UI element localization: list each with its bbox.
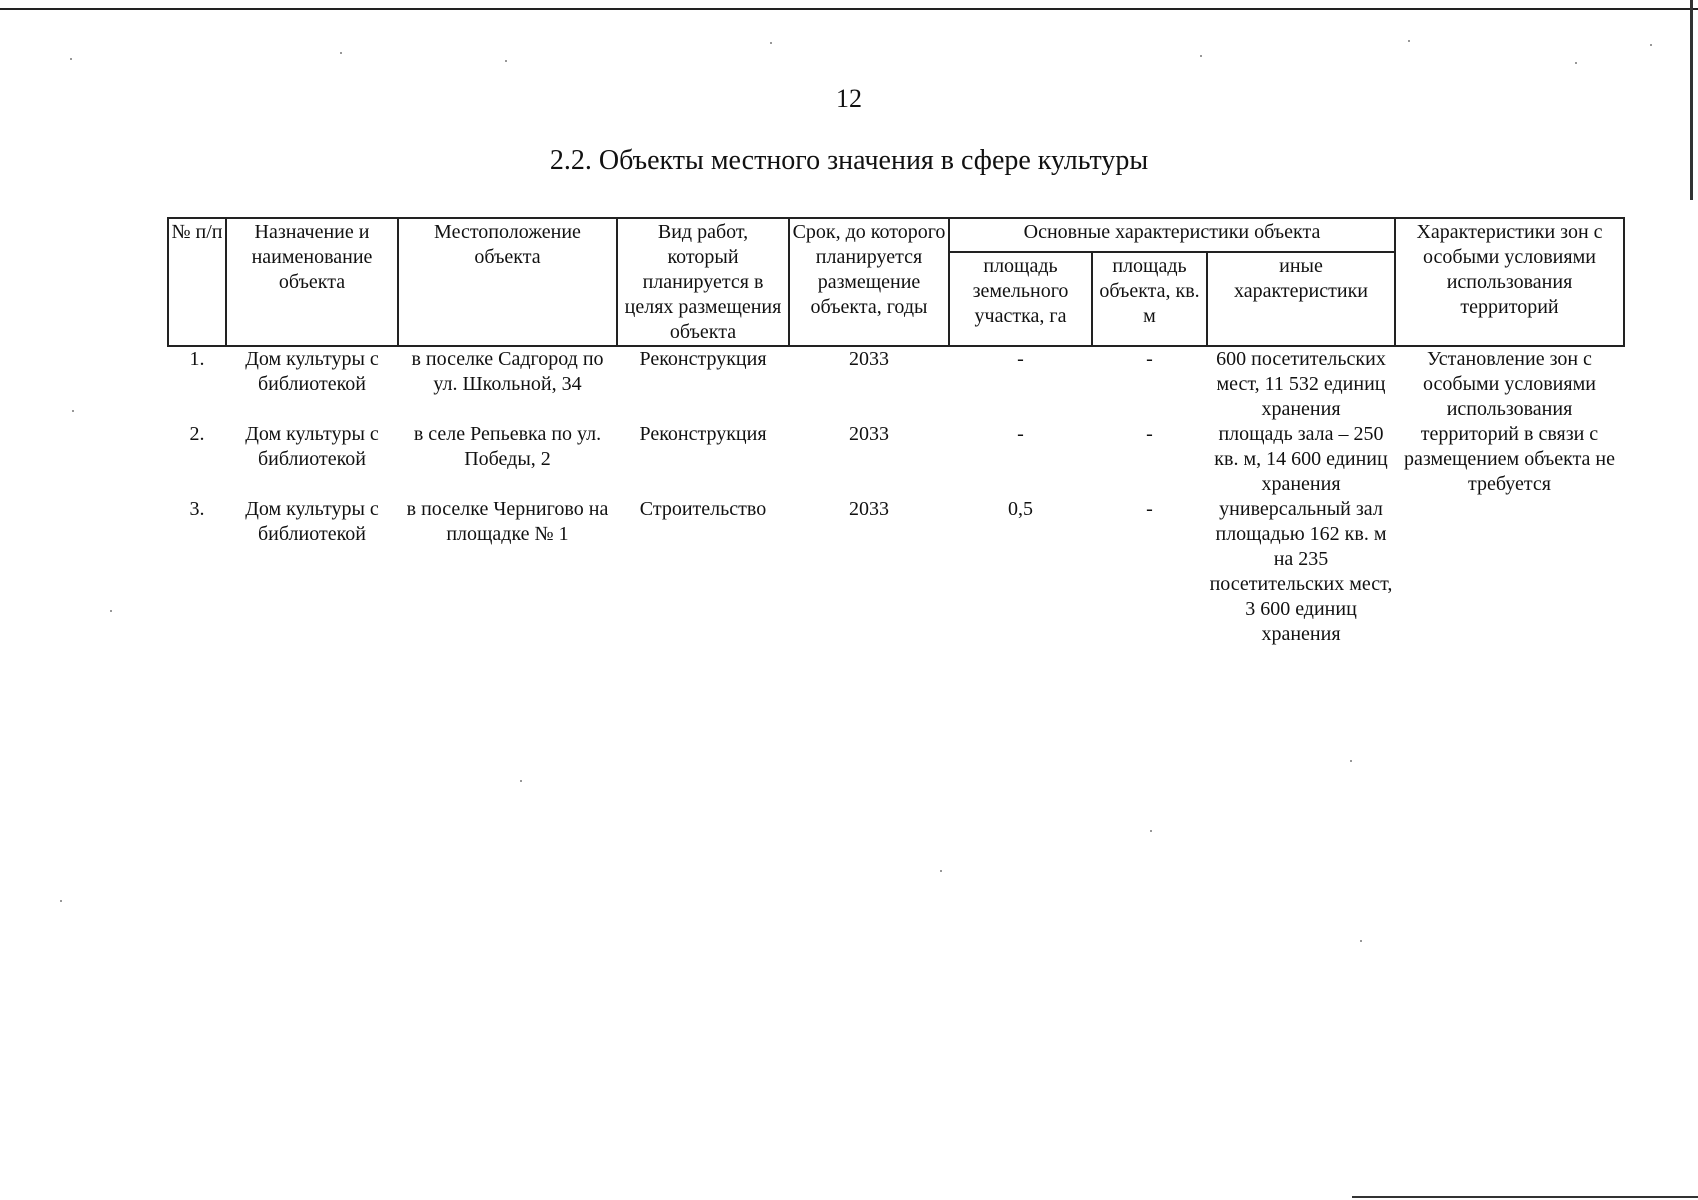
scan-speck xyxy=(940,870,942,872)
row-num: 1. xyxy=(189,348,205,370)
table-row xyxy=(168,346,1624,422)
row-work-type: Реконструкция xyxy=(639,423,767,445)
scan-speck xyxy=(110,610,112,612)
scan-speck xyxy=(505,60,507,62)
header-work-type: Вид работ, который планируется в целях размещения объекта xyxy=(617,218,789,346)
scan-speck xyxy=(520,780,522,782)
row-object-area: - xyxy=(1146,348,1153,370)
page-number: 12 xyxy=(836,84,862,113)
row-location: в поселке Черниговo на площадке № 1 xyxy=(406,498,609,545)
scan-speck xyxy=(1200,55,1202,57)
row-name: Дом культуры с библиотекой xyxy=(245,348,379,395)
row-other: универсальный зал площадью 162 кв. м на 235 посетительских мест, 3 600 единиц хранения xyxy=(1209,498,1393,645)
header-object-area: площадь объекта, кв. м xyxy=(1092,252,1207,346)
header-main-characteristics: Основные характеристики объекта xyxy=(949,218,1395,252)
row-num: 3. xyxy=(189,498,205,520)
top-border-line xyxy=(0,8,1698,10)
zones-text: Установление зон с особыми условиями использования территорий в связи с размещением объекта не требуется xyxy=(1403,348,1616,495)
scan-speck xyxy=(1408,40,1410,42)
row-deadline: 2033 xyxy=(849,423,889,445)
row-other: 600 посетительских мест, 11 532 единиц хранения xyxy=(1216,348,1386,420)
row-object-area: - xyxy=(1146,423,1153,445)
bottom-border-line xyxy=(1352,1196,1698,1198)
row-land-area: - xyxy=(1017,423,1024,445)
scan-speck xyxy=(70,58,72,60)
row-name: Дом культуры с библиотекой xyxy=(245,498,379,545)
header-zones: Характеристики зон с особыми условиями использования территорий xyxy=(1395,218,1624,346)
row-land-area: 0,5 xyxy=(1008,498,1033,520)
page-title: 2.2. Объекты местного значения в сфере культуры xyxy=(549,145,1149,176)
scan-speck xyxy=(1350,760,1352,762)
scan-speck xyxy=(72,410,74,412)
row-land-area: - xyxy=(1017,348,1024,370)
scan-speck xyxy=(1360,940,1362,942)
row-other: площадь зала – 250 кв. м, 14 600 единиц хранения xyxy=(1214,423,1388,495)
scan-speck xyxy=(1150,830,1152,832)
row-work-type: Строительство xyxy=(639,498,767,520)
header-num: № п/п xyxy=(168,218,226,346)
header-location: Местоположение объекта xyxy=(398,218,617,346)
scan-speck xyxy=(340,52,342,54)
scan-speck xyxy=(1650,44,1652,46)
row-name: Дом культуры с библиотекой xyxy=(245,423,379,470)
scan-speck xyxy=(770,42,772,44)
row-num: 2. xyxy=(189,423,205,445)
scan-speck xyxy=(1575,62,1577,64)
row-deadline: 2033 xyxy=(849,498,889,520)
header-other: иные характеристики xyxy=(1207,252,1395,346)
row-location: в селе Репьевка по ул. Победы, 2 xyxy=(413,423,602,470)
header-name: Назначение и наименование объекта xyxy=(226,218,398,346)
row-work-type: Реконструкция xyxy=(639,348,767,370)
header-land-area: площадь земельного участка, га xyxy=(949,252,1092,346)
row-location: в поселке Садгород по ул. Школьной, 34 xyxy=(411,348,604,395)
culture-objects-table xyxy=(167,217,1625,647)
row-object-area: - xyxy=(1146,498,1153,520)
row-deadline: 2033 xyxy=(849,348,889,370)
scan-speck xyxy=(60,900,62,902)
header-deadline: Срок, до которого планируется размещение объекта, годы xyxy=(789,218,949,346)
